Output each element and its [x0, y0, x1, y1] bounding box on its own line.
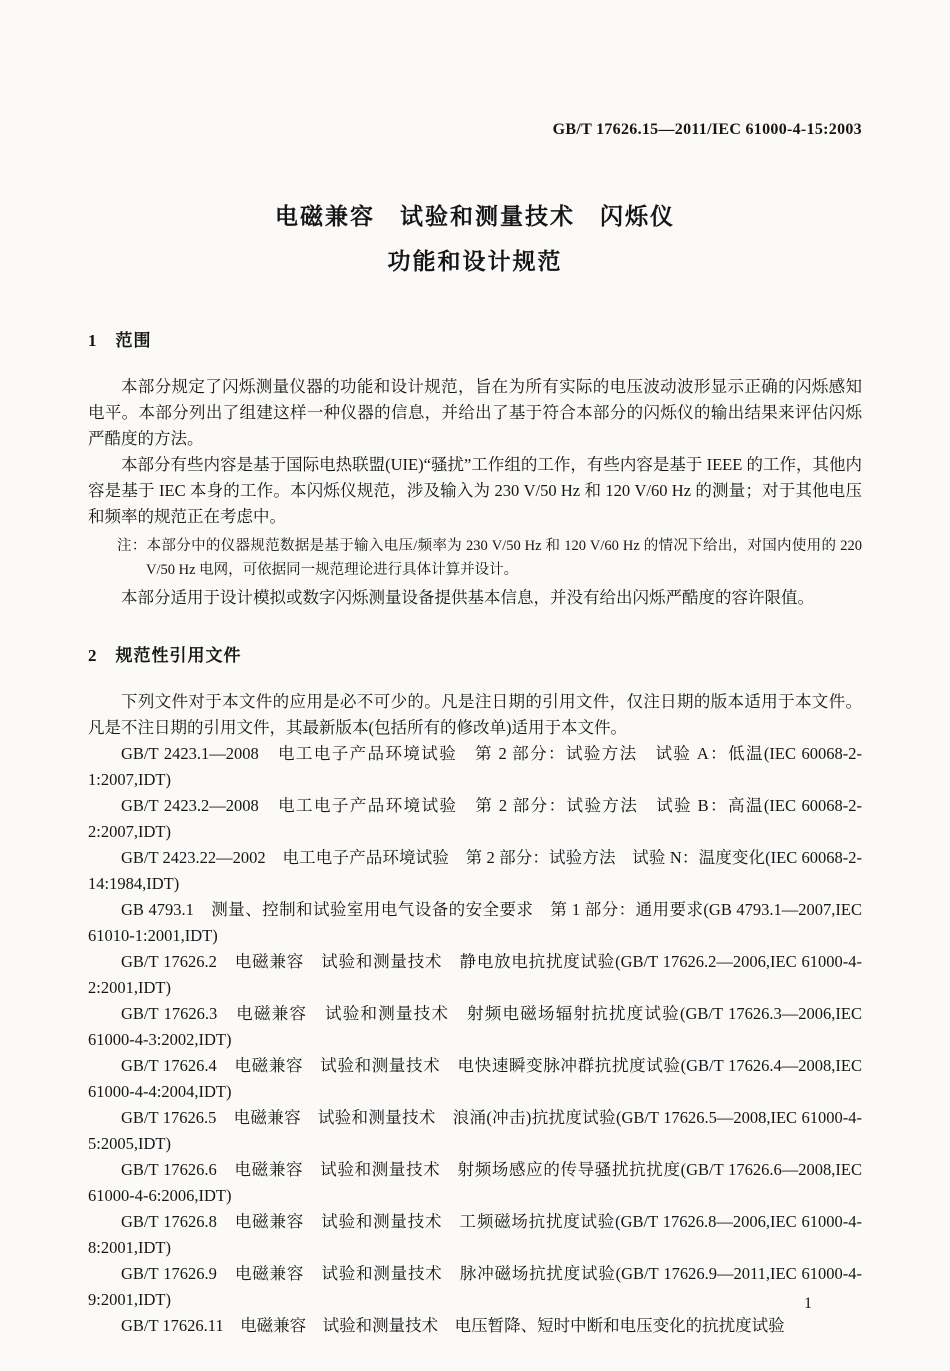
reference-item-4: GB 4793.1 测量、控制和试验室用电气设备的安全要求 第 1 部分：通用要求(GB 4793.1—2007,IEC 61010-1:2001,IDT)	[88, 900, 862, 945]
reference-item-2: GB/T 2423.2—2008 电工电子产品环境试验 第 2 部分：试验方法 试验 B：高温(IEC 60068-2-2:2007,IDT)	[88, 796, 862, 841]
section-1-note: 注：本部分中的仪器规范数据是基于输入电压/频率为 230 V/50 Hz 和 120 V/60 Hz 的情况下给出，对国内使用的 220 V/50 Hz 电网，可依据同一规范理论进行具体计算并设计。	[117, 538, 862, 578]
section-2-heading: 2 规范性引用文件	[88, 646, 242, 665]
document-title-line2: 功能和设计规范	[387, 249, 563, 274]
section-1-paragraph-3: 本部分适用于设计模拟或数字闪烁测量设备提供基本信息，并没有给出闪烁严酷度的容许限值。	[121, 588, 814, 607]
reference-item-10: GB/T 17626.8 电磁兼容 试验和测量技术 工频磁场抗扰度试验(GB/T 17626.8—2006,IEC 61000-4-8:2001,IDT)	[88, 1212, 862, 1257]
section-1-heading: 1 范围	[88, 331, 152, 350]
section-2-paragraph-1: 下列文件对于本文件的应用是必不可少的。凡是注日期的引用文件，仅注日期的版本适用于本文件。凡是不注日期的引用文件，其最新版本(包括所有的修改单)适用于本文件。	[88, 692, 862, 737]
section-1-paragraph-1: 本部分规定了闪烁测量仪器的功能和设计规范，旨在为所有实际的电压波动波形显示正确的闪烁感知电平。本部分列出了组建这样一种仪器的信息，并给出了基于符合本部分的闪烁仪的输出结果来评估闪烁严酷度的方法。	[88, 377, 862, 448]
reference-item-8: GB/T 17626.5 电磁兼容 试验和测量技术 浪涌(冲击)抗扰度试验(GB/T 17626.5—2008,IEC 61000-4-5:2005,IDT)	[88, 1108, 862, 1153]
reference-item-1: GB/T 2423.1—2008 电工电子产品环境试验 第 2 部分：试验方法 试验 A：低温(IEC 60068-2-1:2007,IDT)	[88, 744, 862, 789]
reference-item-9: GB/T 17626.6 电磁兼容 试验和测量技术 射频场感应的传导骚扰抗扰度(GB/T 17626.6—2008,IEC 61000-4-6:2006,IDT)	[88, 1160, 862, 1205]
reference-item-3: GB/T 2423.22—2002 电工电子产品环境试验 第 2 部分：试验方法 试验 N：温度变化(IEC 60068-2-14:1984,IDT)	[88, 848, 862, 893]
reference-item-6: GB/T 17626.3 电磁兼容 试验和测量技术 射频电磁场辐射抗扰度试验(GB/T 17626.3—2006,IEC 61000-4-3:2002,IDT)	[88, 1004, 862, 1049]
reference-item-11: GB/T 17626.9 电磁兼容 试验和测量技术 脉冲磁场抗扰度试验(GB/T 17626.9—2011,IEC 61000-4-9:2001,IDT)	[88, 1264, 862, 1309]
standard-number-header: GB/T 17626.15—2011/IEC 61000-4-15:2003	[552, 121, 862, 138]
document-title	[88, 194, 862, 284]
reference-item-12: GB/T 17626.11 电磁兼容 试验和测量技术 电压暂降、短时中断和电压变化的抗扰度试验	[121, 1316, 785, 1335]
section-1-paragraph-2: 本部分有些内容是基于国际电热联盟(UIE)“骚扰”工作组的工作，有些内容是基于 IEEE 的工作，其他内容是基于 IEC 本身的工作。本闪烁仪规范，涉及输入为 230 V/50 Hz 和 120 V/60 Hz 的测量；对于其他电压和频率的规范正在考虑中。	[88, 455, 862, 526]
reference-item-7: GB/T 17626.4 电磁兼容 试验和测量技术 电快速瞬变脉冲群抗扰度试验(GB/T 17626.4—2008,IEC 61000-4-4:2004,IDT)	[88, 1056, 862, 1101]
reference-list	[88, 741, 862, 1339]
page-number: 1	[804, 1295, 812, 1312]
reference-item-5: GB/T 17626.2 电磁兼容 试验和测量技术 静电放电抗扰度试验(GB/T 17626.2—2006,IEC 61000-4-2:2001,IDT)	[88, 952, 862, 997]
document-title-line1: 电磁兼容 试验和测量技术 闪烁仪	[275, 204, 675, 229]
